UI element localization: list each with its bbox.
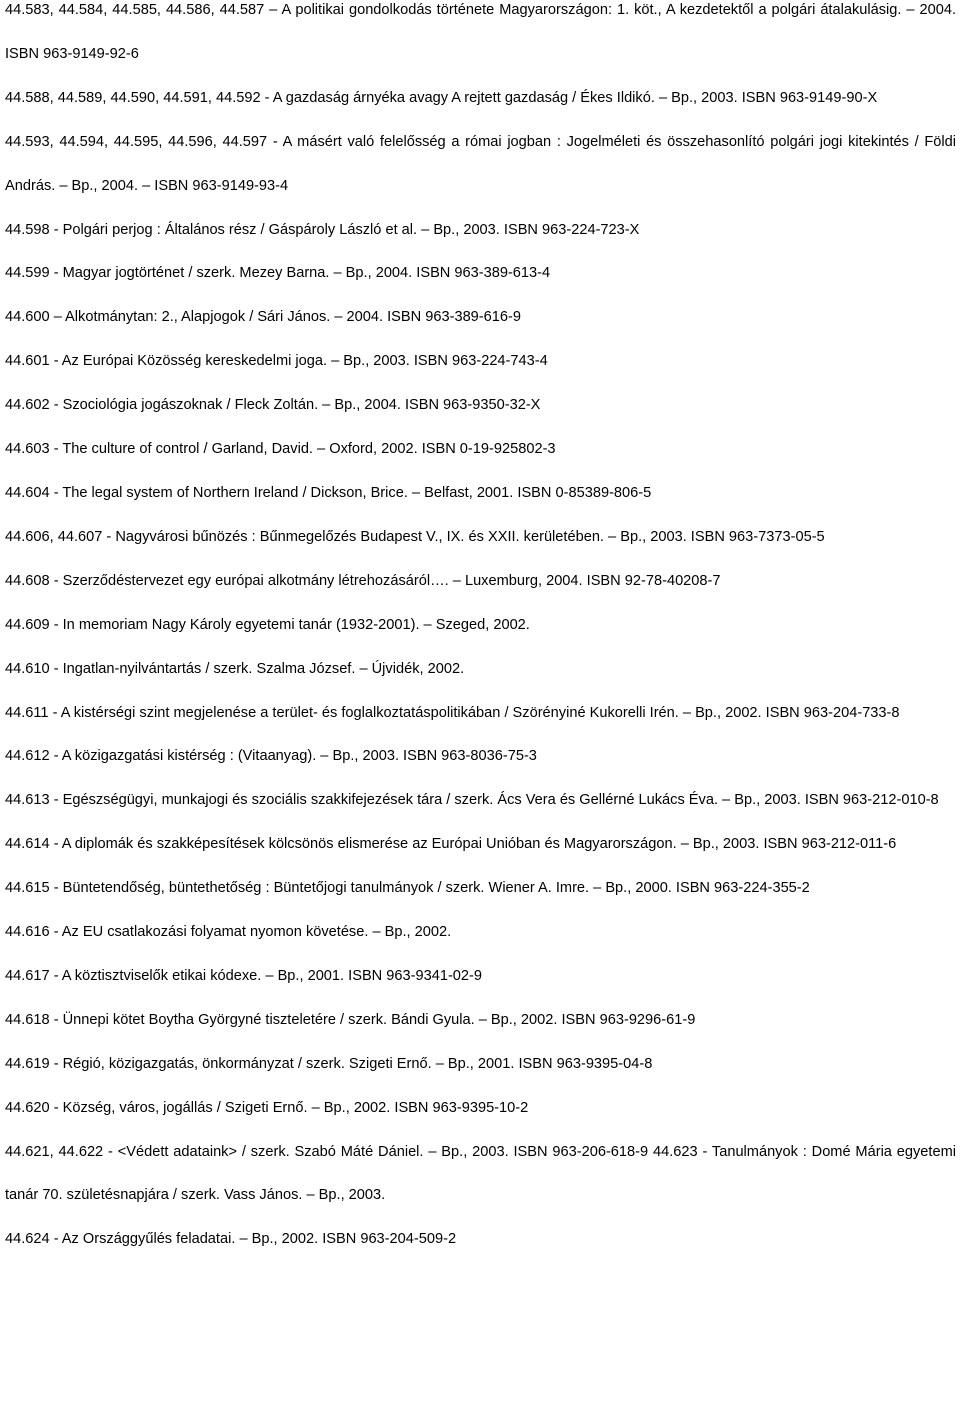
catalog-entry-44-614: 44.614 - A diplomák és szakképesítések kölcsönös elismerése az Európai Unióban és Magyarországon. – Bp., 2003. ISBN 963-212-011-6 <box>5 836 897 853</box>
catalog-entry-44-624: 44.624 - Az Országgyűlés feladatai. – Bp., 2002. ISBN 963-204-509-2 <box>5 1231 457 1248</box>
catalog-entry-44-610: 44.610 - Ingatlan-nyilvántartás / szerk. Szalma József. – Újvidék, 2002. <box>5 660 465 677</box>
catalog-entry-44-606: 44.606, 44.607 - Nagyvárosi bűnözés : Bűnmegelőzés Budapest V., IX. és XXII. kerületében. – Bp., 2003. ISBN 963-7373-05-5 <box>5 528 825 545</box>
catalog-entry-44-617: 44.617 - A köztisztviselők etikai kódexe. – Bp., 2001. ISBN 963-9341-02-9 <box>5 967 483 984</box>
catalog-entry-44-583: 44.583, 44.584, 44.585, 44.586, 44.587 – A politikai gondolkodás története Magyarországon: 1. köt., A kezdetektől a polgári átalakulásig. – 2004. ISBN 963-9149-92-6 <box>5 2 956 62</box>
catalog-entry-44-618: 44.618 - Ünnepi kötet Boytha Györgyné tiszteletére / szerk. Bándi Gyula. – Bp., 2002. ISBN 963-9296-61-9 <box>5 1011 696 1028</box>
catalog-entry-44-599: 44.599 - Magyar jogtörténet / szerk. Mezey Barna. – Bp., 2004. ISBN 963-389-613-4 <box>5 265 551 282</box>
catalog-entry-44-604: 44.604 - The legal system of Northern Ireland / Dickson, Brice. – Belfast, 2001. ISBN 0-85389-806-5 <box>5 484 652 501</box>
catalog-entry-44-615: 44.615 - Büntetendőség, büntethetőség : Büntetőjogi tanulmányok / szerk. Wiener A. Imre. – Bp., 2000. ISBN 963-224-355-2 <box>5 880 810 897</box>
catalog-entry-44-602: 44.602 - Szociológia jogászoknak / Fleck Zoltán. – Bp., 2004. ISBN 963-9350-32-X <box>5 397 541 414</box>
catalog-entry-44-619: 44.619 - Régió, közigazgatás, önkormányzat / szerk. Szigeti Ernő. – Bp., 2001. ISBN 963-9395-04-8 <box>5 1055 653 1072</box>
catalog-entry-44-598: 44.598 - Polgári perjog : Általános rész / Gáspároly László et al. – Bp., 2003. ISBN 963-224-723-X <box>5 221 640 238</box>
catalog-entry-44-620: 44.620 - Község, város, jogállás / Szigeti Ernő. – Bp., 2002. ISBN 963-9395-10-2 <box>5 1099 529 1116</box>
catalog-entry-44-612: 44.612 - A közigazgatási kistérség : (Vitaanyag). – Bp., 2003. ISBN 963-8036-75-3 <box>5 748 537 765</box>
catalog-entry-44-588: 44.588, 44.589, 44.590, 44.591, 44.592 - A gazdaság árnyéka avagy A rejtett gazdaság / Ékes Ildikó. – Bp., 2003. ISBN 963-9149-90-X <box>5 89 878 106</box>
catalog-entry-44-616: 44.616 - Az EU csatlakozási folyamat nyomon követése. – Bp., 2002. <box>5 924 452 941</box>
catalog-entry-44-621: 44.621, 44.622 - <Védett adataink> / szerk. Szabó Máté Dániel. – Bp., 2003. ISBN 963-206-618-9 44.623 - Tanulmányok : Domé Mária egyetemi tanár 70. születésnapjára / szerk. Vass János. – Bp., 2003. <box>5 1143 956 1204</box>
catalog-entry-44-593: 44.593, 44.594, 44.595, 44.596, 44.597 - A másért való felelősség a római jogban : Jogelméleti és összehasonlító polgári jogi kitekintés / Földi András. – Bp., 2004. – ISBN 963-9149-93-4 <box>5 133 956 194</box>
catalog-entry-44-603: 44.603 - The culture of control / Garland, David. – Oxford, 2002. ISBN 0-19-925802-3 <box>5 441 556 458</box>
catalog-entry-44-601: 44.601 - Az Európai Közösség kereskedelmi joga. – Bp., 2003. ISBN 963-224-743-4 <box>5 353 548 370</box>
catalog-list <box>5 0 956 1262</box>
catalog-entry-44-611: 44.611 - A kistérségi szint megjelenése a terület- és foglalkoztatáspolitikában / Szörényiné Kukorelli Irén. – Bp., 2002. ISBN 963-204-733-8 <box>5 704 900 721</box>
catalog-entry-44-613: 44.613 - Egészségügyi, munkajogi és szociális szakkifejezések tára / szerk. Ács Vera és Gellérné Lukács Éva. – Bp., 2003. ISBN 963-212-010-8 <box>5 792 939 809</box>
catalog-entry-44-609: 44.609 - In memoriam Nagy Károly egyetemi tanár (1932-2001). – Szeged, 2002. <box>5 616 530 633</box>
catalog-entry-44-600: 44.600 – Alkotmánytan: 2., Alapjogok / Sári János. – 2004. ISBN 963-389-616-9 <box>5 309 521 326</box>
catalog-entry-44-608: 44.608 - Szerződéstervezet egy európai alkotmány létrehozásáról…. – Luxemburg, 2004. ISBN 92-78-40208-7 <box>5 572 721 589</box>
